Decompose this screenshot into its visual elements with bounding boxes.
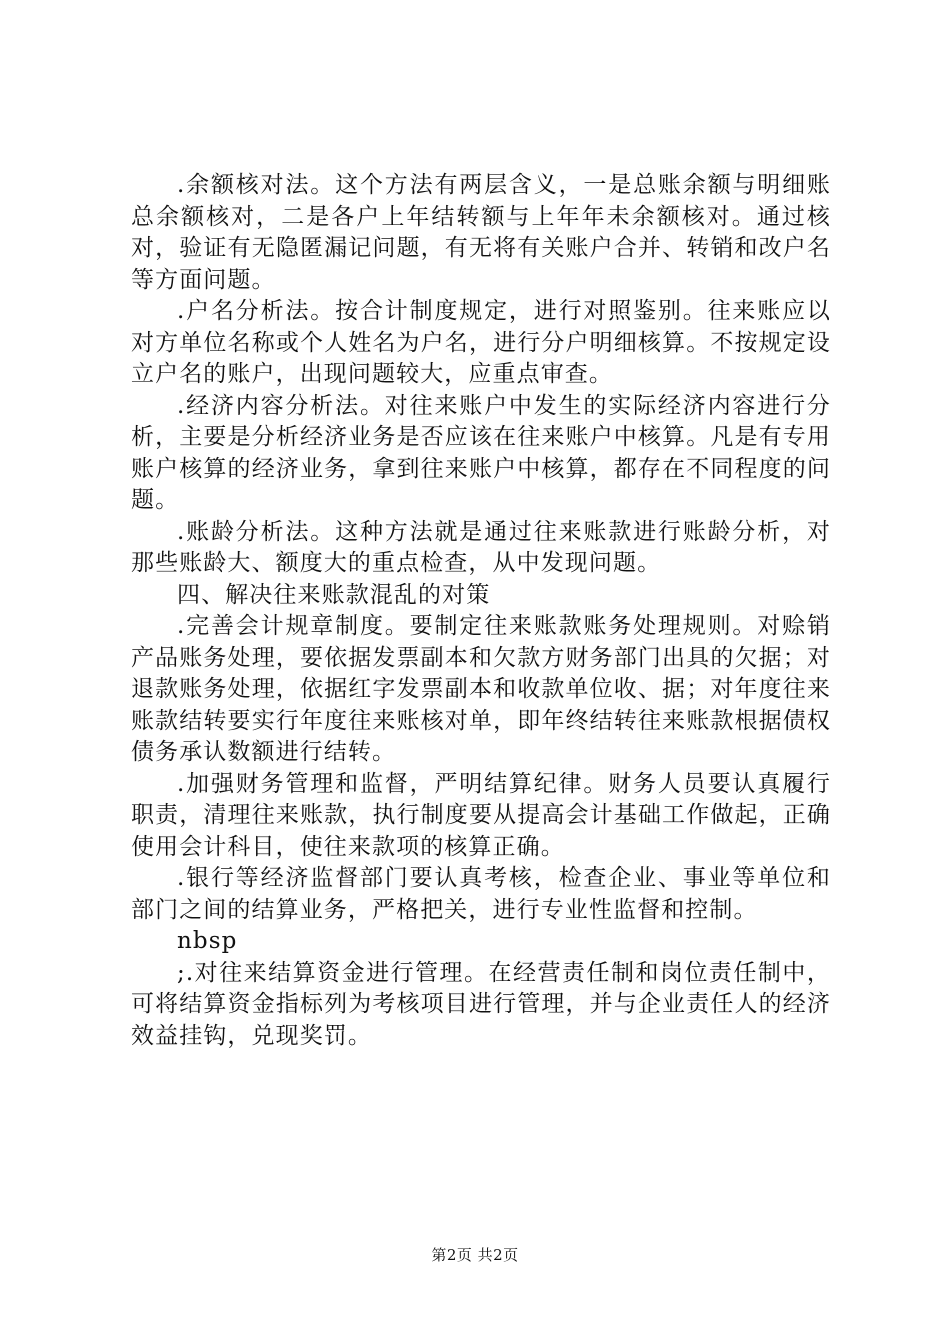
page-footer xyxy=(0,1244,950,1265)
paragraph-strengthen-management: .加强财务管理和监督，严明结算纪律。财务人员要认真履行职责，清理往来账款，执行制度要从提高会计基础工作做起，正确使用会计科目，使往来款项的核算正确。 xyxy=(131,770,831,860)
paragraph-improve-rules: .完善会计规章制度。要制定往来账款账务处理规则。对赊销产品账务处理，要依据发票副本和欠款方财务部门出具的欠据；对退款账务处理，依据红字发票副本和收款单位收、据；对年度往来账款结转要实行年度往来账核对单，即年终结转往来账款根据债权债务承认数额进行结转。 xyxy=(131,613,831,765)
page-number-label: 第2页 共2页 xyxy=(431,1246,519,1264)
paragraph-aging-analysis: .账龄分析法。这种方法就是通过往来账款进行账龄分析，对那些账龄大、额度大的重点检查，从中发现问题。 xyxy=(131,518,831,576)
paragraph-nbsp-artifact: nbsp xyxy=(177,928,238,954)
paragraph-bank-supervision: .银行等经济监督部门要认真考核，检查企业、事业等单位和部门之间的结算业务，严格把关，进行专业性监督和控制。 xyxy=(131,865,831,923)
paragraph-economic-content-analysis: .经济内容分析法。对往来账户中发生的实际经济内容进行分析，主要是分析经济业务是否应该在往来账户中核算。凡是有专用账户核算的经济业务，拿到往来账户中核算，都存在不同程度的问题。 xyxy=(131,392,831,513)
section-heading-countermeasures: 四、解决往来账款混乱的对策 xyxy=(177,581,491,608)
paragraph-balance-check: .余额核对法。这个方法有两层含义，一是总账余额与明细账总余额核对，二是各户上年结转额与上年年未余额核对。通过核对，验证有无隐匿漏记问题，有无将有关账户合并、转销和改户名等方面问题。 xyxy=(131,172,831,293)
paragraph-account-name-analysis: .户名分析法。按合计制度规定，进行对照鉴别。往来账应以对方单位名称或个人姓名为户名，进行分户明细核算。不按规定设立户名的账户，出现问题较大，应重点审查。 xyxy=(131,298,831,387)
paragraph-settlement-fund-management: ;.对往来结算资金进行管理。在经营责任制和岗位责任制中，可将结算资金指标列为考核项目进行管理，并与企业责任人的经济效益挂钩，兑现奖罚。 xyxy=(131,959,831,1049)
document-body xyxy=(131,170,831,1052)
